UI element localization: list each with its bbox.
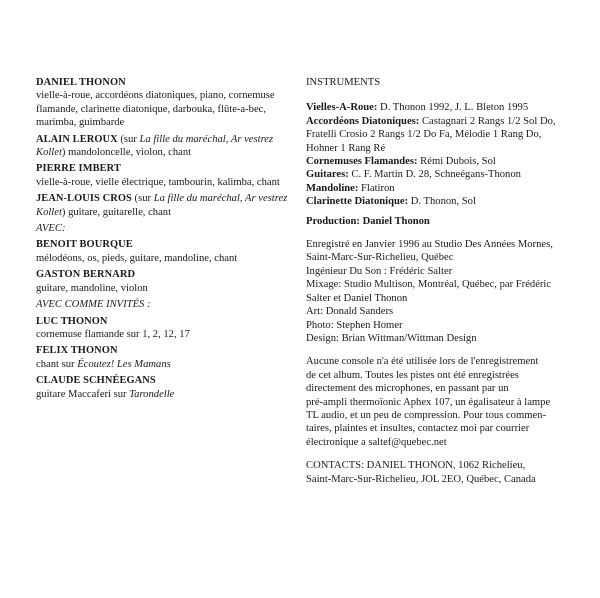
musician-desc: vielle-à-roue, vielle électrique, tambourin, kalimba, chant (36, 176, 280, 188)
song-title: La fille du maréchal, Ar vestrez (139, 133, 274, 145)
song-title: Kollet (36, 206, 62, 218)
song-title: La fille du maréchal, Ar vestrez (153, 193, 288, 205)
instrument-label: Clarinette Diatonique: (306, 196, 409, 208)
recording-credits (306, 238, 571, 345)
song-title: Kollet (36, 147, 62, 159)
musician-entry (36, 268, 291, 295)
musician-desc: ) guitare, guitarelle, chant (61, 206, 172, 218)
instrument-row (306, 168, 571, 181)
musician-desc: flamande, clarinette diatonique, darbouka, flûte-a-bec, (36, 103, 267, 115)
instrument-label: Cornemuses Flamandes: (306, 156, 418, 168)
musician-desc: cornemuse flamande sur 1, 2, 12, 17 (36, 328, 190, 340)
instrument-label: Vielles-A-Roue: (306, 102, 378, 114)
note-line: pré-ampli thermoïonic Aphex 107, un égalisateur à lampe (306, 396, 551, 408)
instrument-row (306, 101, 571, 114)
instrument-row (306, 195, 571, 208)
credit-line: Salter et Daniel Thonon (306, 292, 408, 304)
musician-desc: (sur (117, 133, 140, 145)
instrument-value: Hohner 1 Rang Ré (306, 142, 386, 154)
musician-name: GASTON BERNARD (36, 269, 136, 281)
instrument-row (306, 128, 571, 141)
instrument-value: D. Thonon 1992, J. L. Bleton 1995 (377, 102, 529, 114)
musician-entry (36, 162, 291, 189)
production-label: Production: Daniel Thonon (306, 215, 430, 227)
credit-line: Mixage: Studio Multison, Montréal, Québec, par Frédéric (306, 279, 552, 291)
song-title: Tarondelle (129, 388, 175, 400)
note-line: TL audio, et un peu de compression. Pour tous commen- (306, 409, 546, 421)
musician-entry (36, 192, 291, 219)
contact-line: Saint-Marc-Sur-Richelieu, JOL 2EO, Québec, Canada (306, 473, 536, 485)
instrument-value: Fratelli Crosio 2 Rangs 1/2 Do Fa, Mélodie 1 Rang Do, (306, 129, 542, 141)
instrument-value: Rémi Dubois, Sol (417, 156, 496, 168)
instrument-row (306, 182, 571, 195)
instruments-column (306, 76, 571, 486)
musician-desc: marimba, guimbarde (36, 117, 125, 129)
instrument-value: Castagnari 2 Rangs 1/2 Sol Do, (419, 115, 556, 127)
credit-line: Enregistré en Janvier 1996 au Studio Des Années Mornes, (306, 239, 553, 251)
instrument-label: Accordéons Diatoniques: (306, 115, 420, 127)
section-header-avec: AVEC: (36, 223, 66, 235)
musician-entry (36, 374, 291, 401)
instruments-list (306, 101, 571, 208)
credit-line: Art: Donald Sanders (306, 306, 394, 318)
credit-line: Photo: Stephen Homer (306, 319, 403, 331)
musician-name: PIERRE IMBERT (36, 163, 121, 175)
musician-name: LUC THONON (36, 315, 108, 327)
musician-desc: (sur (131, 193, 154, 205)
credit-line: Saint-Marc-Sur-Richelieu, Québec (306, 252, 454, 264)
musician-entry (36, 315, 291, 342)
instrument-value: Flatiron (358, 182, 395, 194)
instruments-title: INSTRUMENTS (306, 77, 381, 88)
musician-desc: mélodéons, os, pieds, guitare, mandoline, chant (36, 252, 238, 264)
note-line: directement des microphones, en passant par un (306, 383, 509, 395)
instrument-label: Guitares: (306, 169, 349, 181)
musician-name: FELIX THONON (36, 345, 118, 357)
musician-entry (36, 238, 291, 265)
section-header-invites: AVEC COMME INVITÉS : (36, 299, 151, 311)
song-title: Écoutez! Les Mamans (77, 358, 171, 370)
musician-name: BENOIT BOURQUE (36, 239, 133, 251)
musician-entry (36, 344, 291, 371)
musician-name: ALAIN LEROUX (36, 133, 118, 145)
instrument-label: Mandoline: (306, 182, 359, 194)
musician-desc: chant sur (36, 358, 78, 370)
musician-desc: vielle-à-roue, accordéons diatoniques, piano, cornemuse (36, 90, 275, 102)
instrument-row (306, 115, 571, 128)
note-line: électronique a saltef@quebec.net (306, 436, 447, 448)
instrument-row (306, 142, 571, 155)
musician-desc: guitare, mandoline, violon (36, 282, 148, 294)
musician-entry (36, 76, 291, 130)
note-line: taires, plaintes et insultes, contactez moi par courrier (306, 423, 530, 435)
note-line: Aucune console n'a été utilisée lors de l'enregistrement (306, 356, 539, 368)
credit-line: Ingénieur Du Son : Frédéric Salter (306, 265, 453, 277)
musician-name: CLAUDE SCHNÉEGANS (36, 375, 156, 387)
musician-entry (36, 133, 291, 160)
musician-name: JEAN-LOUIS CROS (36, 193, 132, 205)
musician-desc: ) mandoloncelle, violon, chant (61, 147, 192, 159)
instrument-value: C. F. Martin D. 28, Schneégans-Thonon (348, 169, 521, 181)
production-credit (306, 215, 571, 228)
recording-note (306, 355, 571, 449)
musicians-column (36, 76, 291, 404)
contacts (306, 459, 571, 486)
musician-desc: guitare Maccaferi sur (36, 388, 130, 400)
note-line: de cet album. Toutes les pistes ont été enregistrées (306, 369, 519, 381)
instrument-row (306, 155, 571, 168)
credit-line: Design: Brian Wittman/Wittman Design (306, 332, 477, 344)
musician-name: DANIEL THONON (36, 77, 126, 88)
contact-line: CONTACTS: DANIEL THONON, 1062 Richelieu, (306, 460, 526, 472)
instrument-value: D. Thonon, Sol (408, 196, 476, 208)
